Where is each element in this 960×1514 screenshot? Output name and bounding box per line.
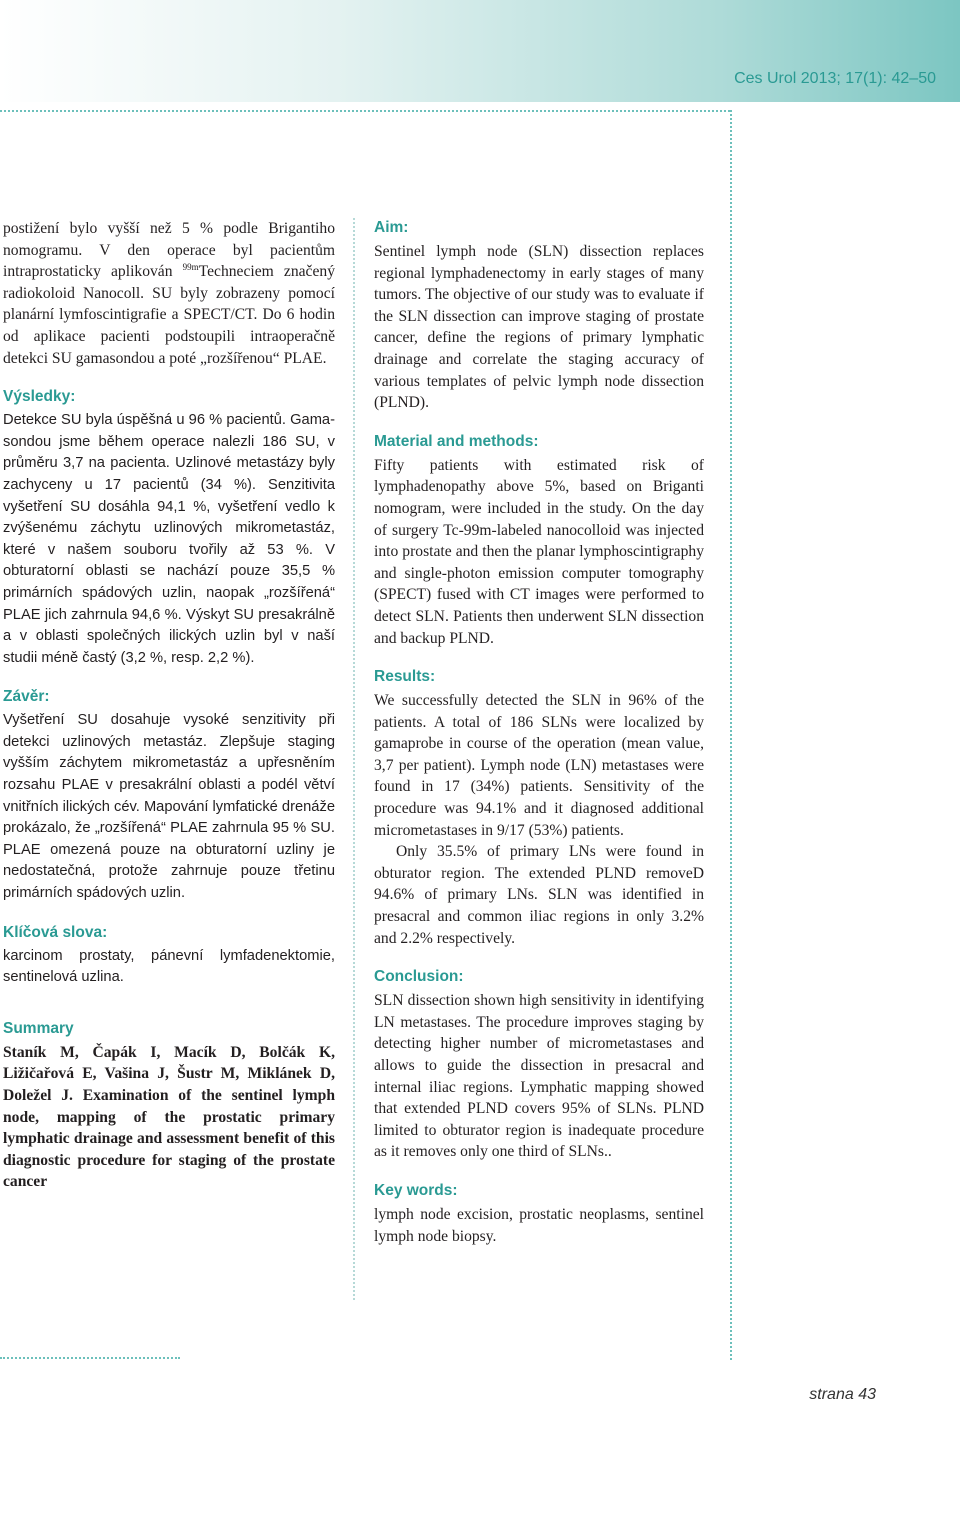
results-heading-cz: Výsledky: [3, 388, 76, 406]
page-number: strana 43 [809, 1386, 876, 1403]
journal-reference: Ces Urol 2013; 17(1): 42–50 [734, 70, 936, 87]
intro-text-start: postižení bylo vyšší než 5 % podle Brigantiho nomogramu. V den operace byl pacientům intraprostaticky aplikován [3, 220, 335, 281]
keywords-heading-en: Key words: [374, 1181, 458, 1199]
conclusion-text-en: SLN dissection shown high sensitivity in identifying LN metastases. The procedure improves staging by detecting higher number of micrometastases and allows to guide the dissection in presacral and internal iliac regions. Lymphatic mapping showed that extended PLND covers 95% of SLNs. PLND limited to obturator region is inadequate procedure as it removes only one third of SLNs.. [374, 992, 704, 1161]
keywords-heading-cz: Klíčová slova: [3, 923, 108, 941]
intro-paragraph [3, 218, 335, 369]
methods-heading: Material and methods: [374, 432, 539, 450]
column-divider [353, 218, 355, 1300]
top-dotted-rule [0, 110, 730, 112]
right-dotted-rule [730, 110, 732, 1360]
results-text-en-1: We successfully detected the SLN in 96% of the patients. A total of 186 SLNs were localized by gamaprobe in course of the operation (mean value, 3,7 per patient). Lymph node (LN) metastases were found in 17 (34%) patients. Sensitivity of the procedure was 94.1% and it diagnosed additional micrometastases in 9/17 (53%) patients. [374, 692, 704, 839]
aim-heading: Aim: [374, 219, 409, 236]
bottom-dotted-rule [0, 1357, 180, 1359]
isotope-superscript: 99m [182, 262, 199, 272]
conclusion-heading-en: Conclusion: [374, 968, 464, 986]
conclusion-text-cz: Vyšetření SU dosahuje vysoké senzitivity při detekci uzlinových metastáz. Zlepšuje staging vyšším záchytem mikrometastáz a upřesněním rozsahu PLAE v presakrální oblasti a podél větví vnitřních ilických cév. Mapování lymfatické drenáže prokázalo, že „rozšířená“ PLAE zahrnula 95 % SU. PLAE omezená pouze na obturatorní uzliny je nedostatečná, protože zahrnuje pouze třetinu primárních spádových uzlin. [3, 712, 335, 902]
summary-heading: Summary [3, 1019, 74, 1037]
conclusion-heading-cz: Závěr: [3, 688, 50, 706]
intro-text-end: Techneciem značený radiokoloid Nanocoll. SU byly zobrazeny pomocí planární lymfoscintigrafie a SPECT/CT. Do 6 hodin od aplikace pacienti podstoupili intraoperačně detekci SU gamasondou a poté „rozšířenou“ PLAE. [3, 263, 335, 367]
results-text-en-2: Only 35.5% of primary LNs were found in obturator region. The extended PLND removeD 94.6% of primary LNs. SLN was identified in presacral and common iliac regions in only 3.2% and 2.2% respectively. [374, 843, 704, 947]
methods-text: Fifty patients with estimated risk of lymphadenopathy above 5%, based on Briganti nomogram, were included in the study. On the day of surgery Tc-99m-labeled nanocolloid was injected into prostate and then the planar lymphoscintigraphy and single-photon emission computer tomography (SPECT) fused with CT images were performed to detect SLN. Patients then underwent SLN dissection and backup PLND. [374, 456, 704, 647]
left-column [3, 218, 335, 1193]
summary-citation: Staník M, Čapák I, Macík D, Bolčák K, Ližičařová E, Vašina J, Šustr M, Miklánek D, Doležel J. Examination of the sentinel lymph node, mapping of the prostatic primary lymphatic drainage and assessment benefit of this diagnostic procedure for staging of the prostate cancer [3, 1043, 335, 1191]
keywords-text-cz: karcinom prostaty, pánevní lymfadenektomie, sentinelová uzlina. [3, 947, 335, 986]
keywords-text-en: lymph node excision, prostatic neoplasms, sentinel lymph node biopsy. [374, 1205, 704, 1245]
right-column [374, 218, 704, 1247]
results-text-cz: Detekce SU byla úspěšná u 96 % pacientů. Gama-sondou jsme během operace nalezli 186 SU, v průměru 3,7 na pacienta. Uzlinové metastázy byly zachyceny u 17 pacientů (34 %). Senzitivita vyšetření SU dosáhla 94,1 %, vyšetření vedlo k zvýšenému záchytu uzlinových mikrometastáz, které v našem souboru tvořily až 53 %. V obturatorní oblasti se nachází pouze 35,5 % primárních spádových uzlin, naopak „rozšířená“ PLAE jich zahrnula 94,6 %. Výskyt SU presakrálně a v oblasti společných ilických uzlin byl v naší studii méně častý (3,2 %, resp. 2,2 %). [3, 412, 335, 666]
results-heading-en: Results: [374, 668, 436, 686]
aim-text: Sentinel lymph node (SLN) dissection replaces regional lymphadenectomy in early stages of many tumors. The objective of our study was to evaluate if the SLN dissection can improve staging of prostate cancer, define the regions of primary lymphatic drainage and correlate the staging accuracy of various templates of pelvic lymph node dissection (PLND). [374, 243, 704, 412]
